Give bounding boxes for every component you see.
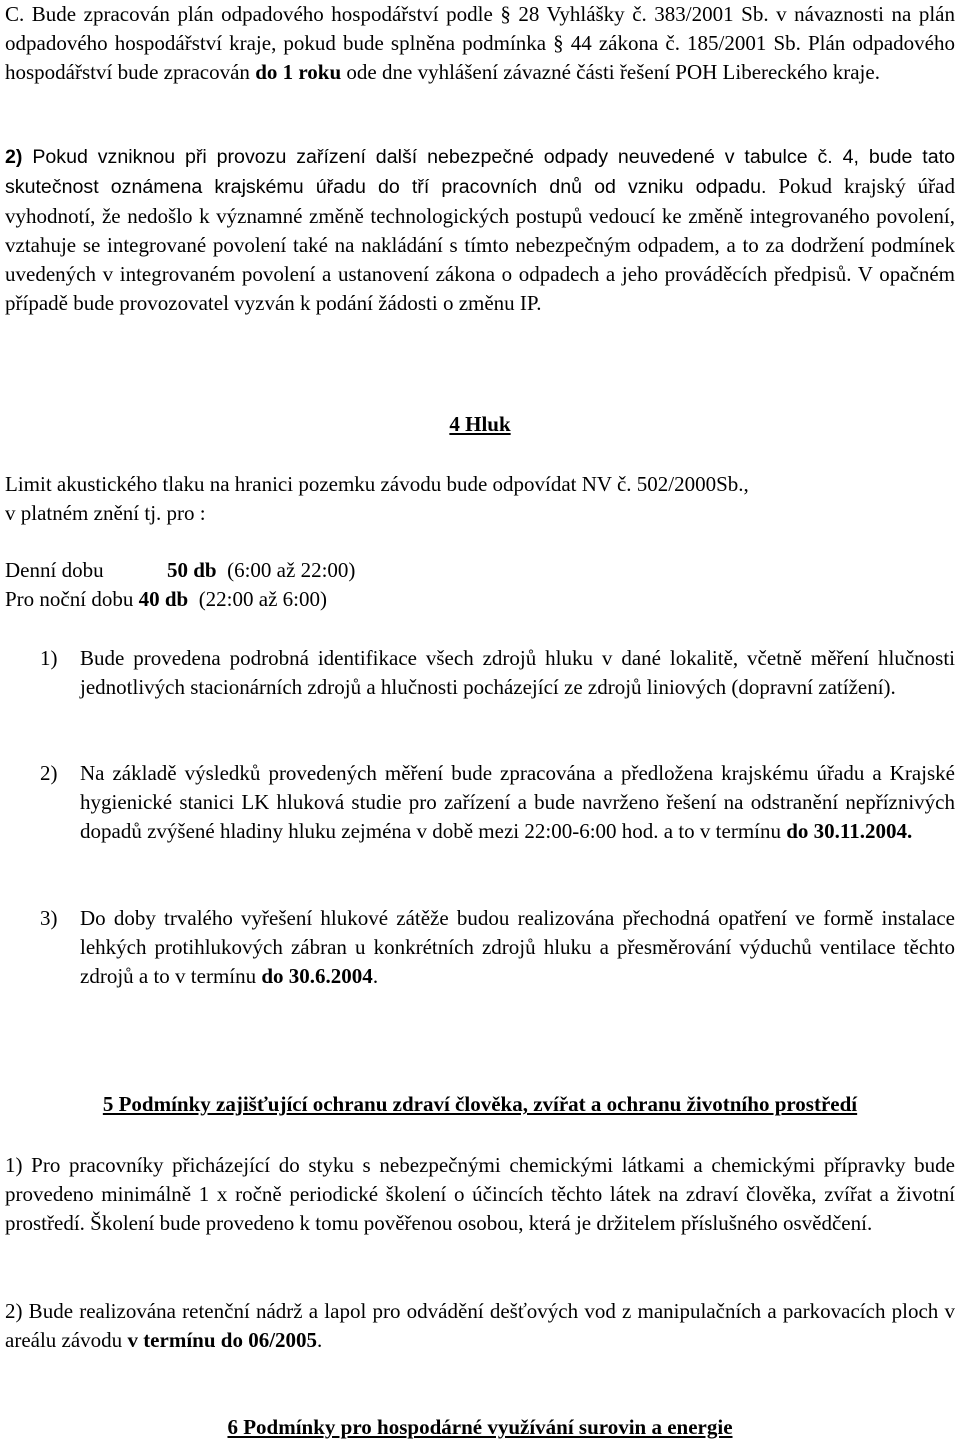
section-c-paragraph [5,0,955,87]
noise-limit-day-label: Denní dobu [5,558,104,582]
section-4-intro [5,470,955,528]
noise-item-2-number: 2) [40,761,58,785]
noise-item-3-text: Do doby trvalého vyřešení hlukové zátěže budou realizována přechodná opatření ve formě instalace lehkých protihlukových zábran u konkrétních zdrojů hluku a přesměrování výduchů ventilace těchto zdrojů a to v termínu [80,906,955,988]
section-4-heading: 4 Hluk [449,412,511,436]
noise-limit-day-time: (6:00 až 22:00) [227,558,356,582]
noise-item-2 [5,759,955,846]
noise-limit-night-value: 40 db [138,587,189,611]
section-c-deadline: do 1 roku [255,60,342,84]
section-6-heading: 6 Podmínky pro hospodárné využívání surovin a energie [227,1415,733,1439]
section-5-heading: 5 Podmínky zajišťující ochranu zdraví člověka, zvířat a ochranu životního prostředí [102,1092,858,1116]
noise-limit-night-label: Pro noční dobu [5,587,134,611]
waste-item-2-number: 2) [5,146,23,168]
waste-item-2-sans-text: Pokud vzniknou při provozu zařízení další nebezpečné odpady neuvedené v tabulce č. 4, bude tato skutečnost oznámena krajskému úřadu do tří pracovních dnů od vzniku odpadu. [5,146,955,198]
noise-limit-night-time: (22:00 až 6:00) [198,587,327,611]
section-c-text-1: C. Bude zpracován plán odpadového hospodářství podle § 28 Vyhlášky č. 383/2001 Sb. v návaznosti na plán odpadového hospodářství kraje, pokud bude splněna podmínka § 44 zákona č. 185/2001 Sb. Plán odpadového hospodářství bude zpracován [5,2,955,84]
noise-item-1-number: 1) [40,646,58,670]
waste-item-2-serif-text: Pokud krajský úřad vyhodnotí, že nedošlo k významné změně technologických postupů vedoucí ke změně integrovaného povolení, vztahuje se integrované povolení také na nakládání s tímto nebezpečným odpadem, a to za dodržení podmínek uvedených v integrovaném povolení a ustanovení zákona o odpadech a jeho prováděcích předpisů. V opačném případě bude provozovatel vyzván k podání žádosti o změnu IP. [5,174,955,315]
section-5-p2-deadline: v termínu do 06/2005 [127,1328,318,1352]
noise-item-3 [5,904,955,991]
section-5-p2-text: 2) Bude realizována retenční nádrž a lapol pro odvádění dešťových vod z manipulačních a parkovacích ploch v areálu závodu [5,1299,955,1352]
waste-item-2-paragraph [5,142,955,318]
noise-item-1 [5,644,955,702]
section-6-heading-block [5,1413,955,1442]
noise-item-2-deadline: do 30.11.2004. [786,819,913,843]
noise-limit-night [5,585,955,614]
noise-limit-day [5,556,955,585]
section-c-text-2: ode dne vyhlášení závazné části řešení POH Libereckého kraje. [341,60,880,84]
section-5-p1-text: 1) Pro pracovníky přicházející do styku s nebezpečnými chemickými látkami a chemickými přípravky bude provedeno minimálně 1 x ročně periodické školení o účincích těchto látek na zdraví člověka, zvířat a životní prostředí. Školení bude provedeno k tomu pověřenou osobou, která je držitelem příslušného osvědčení. [5,1153,955,1235]
section-4-heading-block [5,410,955,439]
section-5-p2-tail: . [317,1328,323,1352]
noise-limit-day-value: 50 db [167,558,217,582]
section-4-intro-line-1: Limit akustického tlaku na hranici pozemku závodu bude odpovídat NV č. 502/2000Sb., [5,472,749,496]
section-4-intro-line-2: v platném znění tj. pro : [5,501,206,525]
section-5-heading-block [5,1090,955,1119]
noise-item-3-number: 3) [40,906,58,930]
noise-item-3-deadline: do 30.6.2004 [261,964,373,988]
noise-limits [5,556,955,614]
noise-item-1-text: Bude provedena podrobná identifikace všech zdrojů hluku v dané lokalitě, včetně měření hlučnosti jednotlivých stacionárních zdrojů a hlučnosti pocházející ze zdrojů liniových (dopravní zatížení). [80,646,955,699]
section-5-paragraph-1 [5,1151,955,1238]
noise-item-2-text: Na základě výsledků provedených měření bude zpracována a předložena krajskému úřadu a Krajské hygienické stanici LK hluková studie pro zařízení a bude navrženo řešení na odstranění nepříznivých dopadů zvýšené hladiny hluku zejména v době mezi 22:00-6:00 hod. a to v termínu [80,761,955,843]
noise-item-3-tail: . [372,964,379,988]
section-5-paragraph-2 [5,1297,955,1355]
